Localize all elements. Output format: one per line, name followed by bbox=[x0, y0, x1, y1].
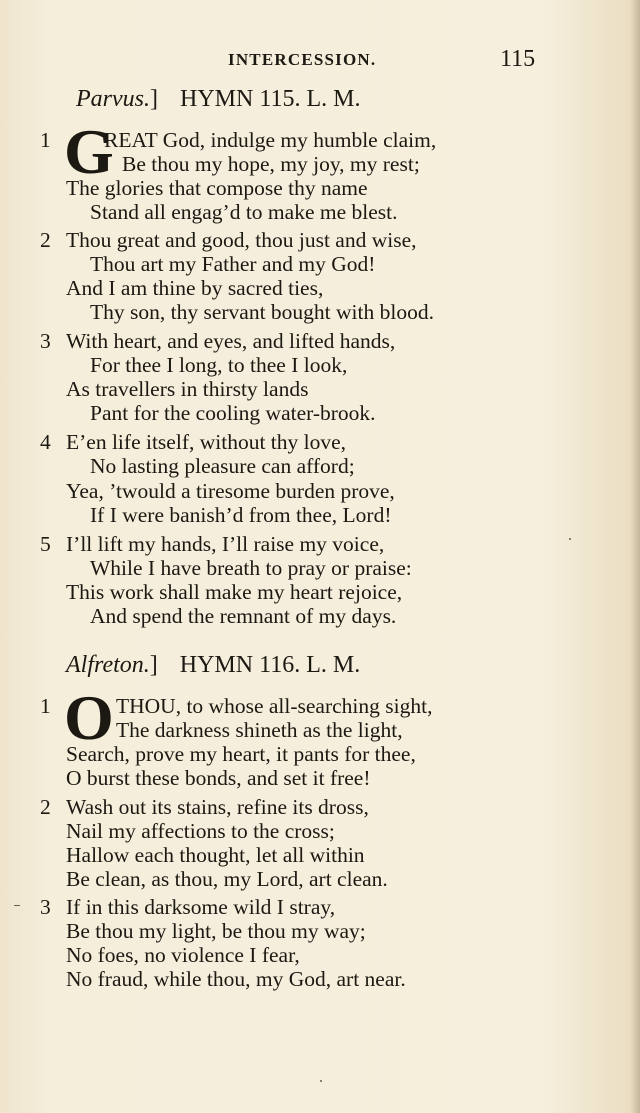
verse-line: No lasting pleasure can afford; bbox=[90, 454, 355, 478]
stanza-number: 2 bbox=[40, 228, 51, 252]
verse-line: Be thou my light, be thou my way; bbox=[66, 919, 366, 943]
running-head-title: INTERCESSION. bbox=[228, 50, 377, 69]
verse-line: The darkness shineth as the light, bbox=[116, 718, 403, 742]
verse-line: Thou art my Father and my God! bbox=[90, 252, 376, 276]
verse-line: E’en life itself, without thy love, bbox=[66, 430, 347, 454]
stanza-number: 1 bbox=[40, 694, 51, 718]
verse-line: This work shall make my heart rejoice, bbox=[66, 580, 403, 604]
drop-cap: O bbox=[64, 682, 114, 753]
verse-line: Wash out its stains, refine its dross, bbox=[66, 795, 369, 819]
hymn-115-heading bbox=[76, 86, 360, 113]
verse-line: I’ll lift my hands, I’ll raise my voice, bbox=[66, 532, 385, 556]
drop-cap: G bbox=[64, 116, 114, 187]
verse-line: While I have breath to pray or praise: bbox=[90, 556, 412, 580]
verse-line: Thy son, thy servant bought with blood. bbox=[90, 300, 434, 324]
verse-line: Search, prove my heart, it pants for thee, bbox=[66, 742, 416, 766]
hymn-number-meter: HYMN 115. L. M. bbox=[180, 86, 361, 112]
page-edge-shadow bbox=[630, 0, 640, 1113]
stanza-number: 3 bbox=[40, 329, 51, 353]
verse-line: No fraud, while thou, my God, art near. bbox=[66, 967, 406, 991]
tune-bracket: ] bbox=[150, 86, 158, 112]
page-number: 115 bbox=[500, 46, 536, 72]
paper-speck bbox=[569, 538, 571, 540]
verse-line: No foes, no violence I fear, bbox=[66, 943, 300, 967]
paper-speck bbox=[320, 1080, 322, 1082]
tune-bracket: ] bbox=[149, 652, 158, 678]
verse-line: Yea, ’twould a tiresome burden prove, bbox=[66, 479, 395, 503]
verse-line: REAT God, indulge my humble claim, bbox=[104, 128, 437, 152]
stanza-number: 3 bbox=[40, 895, 51, 919]
verse-line: The glories that compose thy name bbox=[66, 176, 368, 200]
verse-line: O burst these bonds, and set it free! bbox=[66, 766, 371, 790]
tune-name: Parvus. bbox=[76, 86, 150, 112]
verse-line: Hallow each thought, let all within bbox=[66, 843, 365, 867]
verse-line: Pant for the cooling water-brook. bbox=[90, 401, 376, 425]
verse-line: And spend the remnant of my days. bbox=[90, 604, 397, 628]
verse-line: Nail my affections to the cross; bbox=[66, 819, 335, 843]
stanza-number: 4 bbox=[40, 430, 51, 454]
verse-line: Stand all engag’d to make me blest. bbox=[90, 200, 398, 224]
paper-speck bbox=[14, 905, 20, 906]
verse-line: If I were banish’d from thee, Lord! bbox=[90, 503, 392, 527]
verse-line: As travellers in thirsty lands bbox=[66, 377, 309, 401]
stanza-number: 1 bbox=[40, 128, 51, 152]
tune-name: Alfreton. bbox=[66, 652, 150, 678]
verse-line: And I am thine by sacred ties, bbox=[66, 276, 324, 300]
stanza-number: 2 bbox=[40, 795, 51, 819]
hymn-number-meter: HYMN 116. L. M. bbox=[179, 652, 361, 678]
verse-line: Thou great and good, thou just and wise, bbox=[66, 228, 417, 252]
verse-line: Be thou my hope, my joy, my rest; bbox=[122, 152, 420, 176]
running-head bbox=[0, 48, 640, 78]
verse-line: If in this darksome wild I stray, bbox=[66, 895, 336, 919]
verse-line: Be clean, as thou, my Lord, art clean. bbox=[66, 867, 388, 891]
verse-line: With heart, and eyes, and lifted hands, bbox=[66, 329, 396, 353]
verse-line: For thee I long, to thee I look, bbox=[90, 353, 348, 377]
stanza-number: 5 bbox=[40, 532, 51, 556]
verse-line: THOU, to whose all-searching sight, bbox=[116, 694, 433, 718]
hymn-116-heading bbox=[66, 652, 360, 679]
